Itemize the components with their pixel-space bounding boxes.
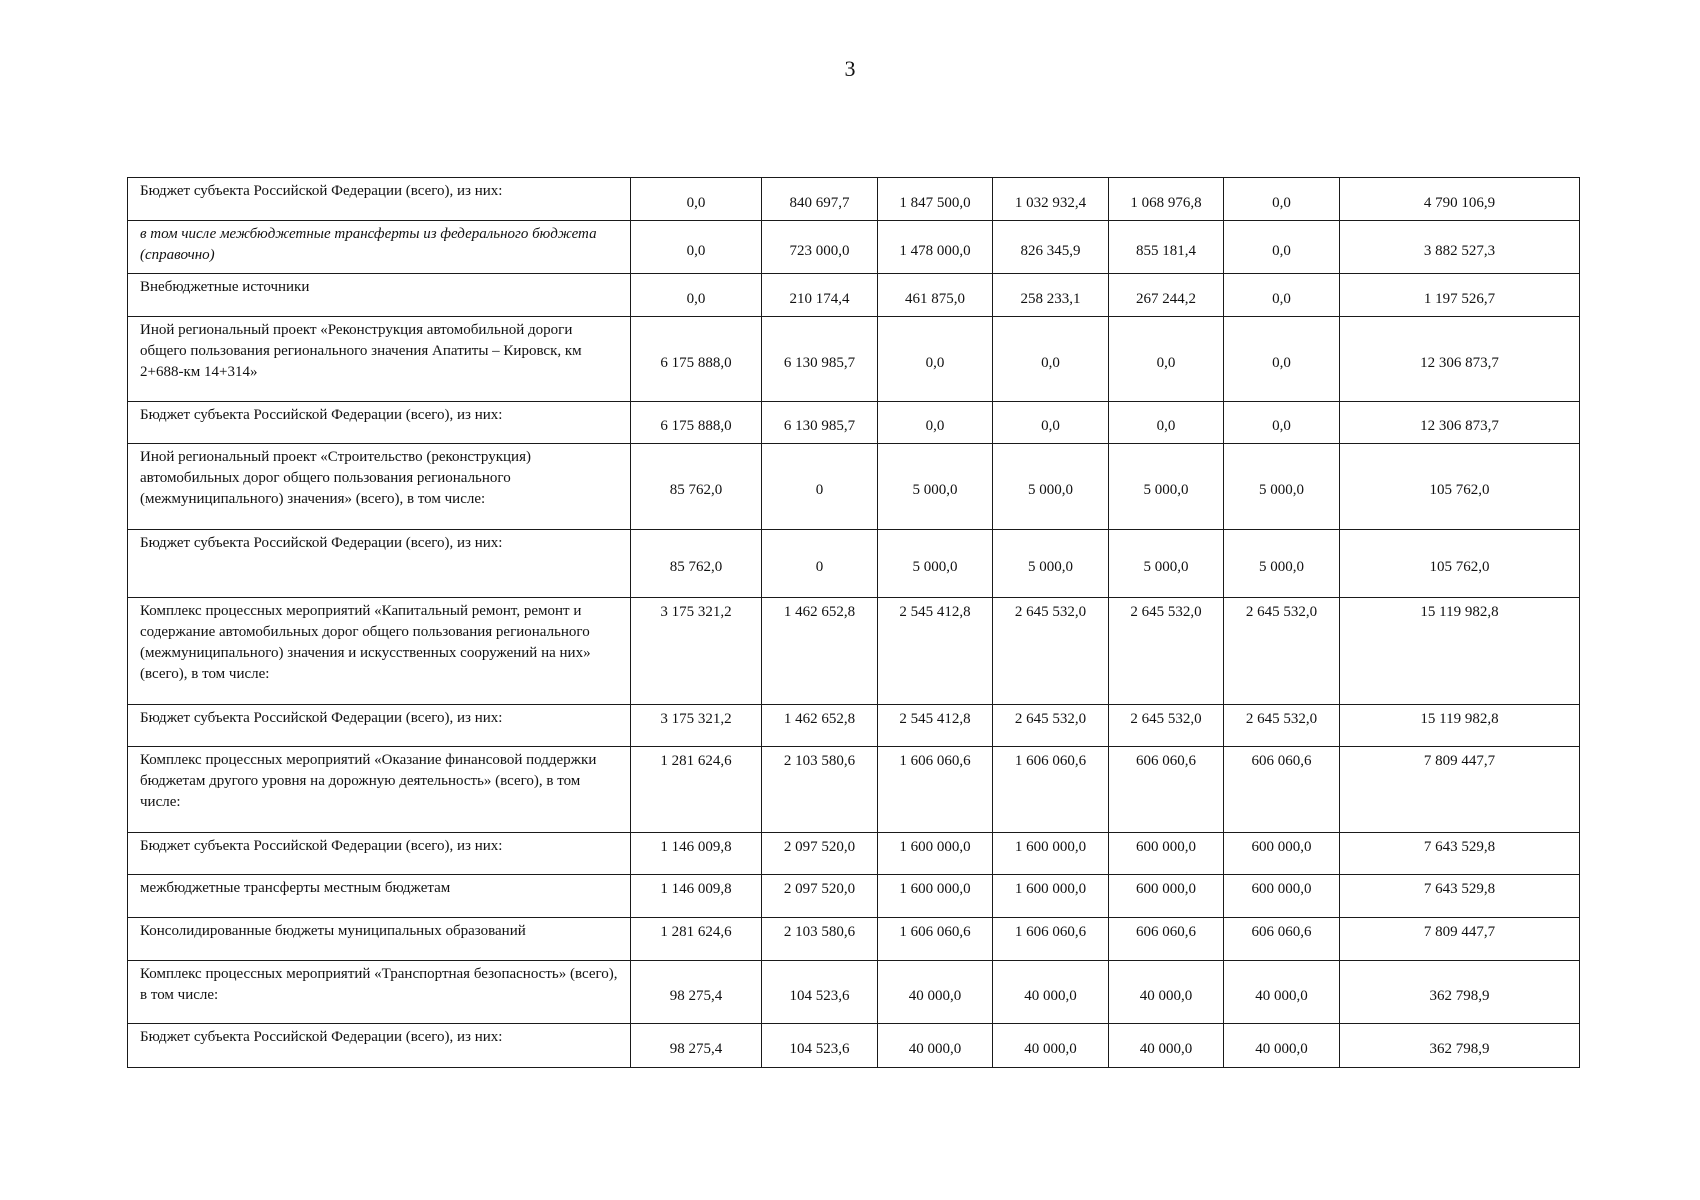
value-cell: 2 645 532,0 [1109, 598, 1224, 705]
row-label: Консолидированные бюджеты муниципальных образований [128, 918, 631, 961]
value-cell: 104 523,6 [762, 1024, 878, 1068]
value-cell: 606 060,6 [1109, 918, 1224, 961]
budget-table [127, 177, 1580, 1068]
table-row [128, 402, 1580, 444]
value-cell: 5 000,0 [1224, 530, 1340, 598]
value-cell: 0,0 [1109, 402, 1224, 444]
value-cell: 2 645 532,0 [1224, 705, 1340, 747]
row-label: Бюджет субъекта Российской Федерации (всего), из них: [128, 705, 631, 747]
value-cell: 40 000,0 [993, 1024, 1109, 1068]
value-cell: 40 000,0 [878, 961, 993, 1024]
value-cell: 0 [762, 530, 878, 598]
value-cell: 2 097 520,0 [762, 875, 878, 918]
row-label: Бюджет субъекта Российской Федерации (всего), из них: [128, 833, 631, 875]
row-total-cell: 1 197 526,7 [1340, 274, 1580, 317]
value-cell: 2 645 532,0 [1109, 705, 1224, 747]
table-row [128, 444, 1580, 530]
value-cell: 3 175 321,2 [631, 598, 762, 705]
table-row [128, 747, 1580, 833]
row-label: Иной региональный проект «Строительство (реконструкция) автомобильных дорог общего пользования регионального (межмуниципального) значения» (всего), в том числе: [128, 444, 631, 530]
value-cell: 1 146 009,8 [631, 833, 762, 875]
value-cell: 3 175 321,2 [631, 705, 762, 747]
table-row [128, 317, 1580, 402]
value-cell: 600 000,0 [1109, 833, 1224, 875]
table-row [128, 833, 1580, 875]
row-label: межбюджетные трансферты местным бюджетам [128, 875, 631, 918]
value-cell: 0,0 [1224, 178, 1340, 221]
value-cell: 104 523,6 [762, 961, 878, 1024]
value-cell: 40 000,0 [1224, 961, 1340, 1024]
value-cell: 98 275,4 [631, 961, 762, 1024]
value-cell: 0,0 [1224, 317, 1340, 402]
row-total-cell: 362 798,9 [1340, 1024, 1580, 1068]
value-cell: 606 060,6 [1109, 747, 1224, 833]
value-cell: 2 103 580,6 [762, 918, 878, 961]
value-cell: 600 000,0 [1109, 875, 1224, 918]
value-cell: 1 606 060,6 [993, 747, 1109, 833]
value-cell: 0,0 [1224, 274, 1340, 317]
value-cell: 0,0 [631, 221, 762, 274]
row-label: Внебюджетные источники [128, 274, 631, 317]
value-cell: 840 697,7 [762, 178, 878, 221]
row-label: в том числе межбюджетные трансферты из федерального бюджета (справочно) [128, 221, 631, 274]
table-row [128, 274, 1580, 317]
row-total-cell: 4 790 106,9 [1340, 178, 1580, 221]
table-row [128, 875, 1580, 918]
value-cell: 1 600 000,0 [993, 833, 1109, 875]
budget-table-body [128, 178, 1580, 1068]
row-total-cell: 7 809 447,7 [1340, 918, 1580, 961]
value-cell: 1 600 000,0 [878, 833, 993, 875]
value-cell: 1 281 624,6 [631, 918, 762, 961]
value-cell: 0,0 [631, 178, 762, 221]
value-cell: 5 000,0 [878, 530, 993, 598]
value-cell: 0,0 [1109, 317, 1224, 402]
value-cell: 1 847 500,0 [878, 178, 993, 221]
row-total-cell: 105 762,0 [1340, 530, 1580, 598]
row-total-cell: 12 306 873,7 [1340, 317, 1580, 402]
value-cell: 40 000,0 [1109, 1024, 1224, 1068]
value-cell: 600 000,0 [1224, 875, 1340, 918]
value-cell: 0,0 [993, 402, 1109, 444]
value-cell: 1 478 000,0 [878, 221, 993, 274]
value-cell: 1 606 060,6 [878, 918, 993, 961]
row-label: Бюджет субъекта Российской Федерации (всего), из них: [128, 178, 631, 221]
value-cell: 2 645 532,0 [993, 598, 1109, 705]
row-total-cell: 7 643 529,8 [1340, 833, 1580, 875]
table-row [128, 598, 1580, 705]
value-cell: 461 875,0 [878, 274, 993, 317]
value-cell: 1 462 652,8 [762, 705, 878, 747]
row-label: Комплекс процессных мероприятий «Капитальный ремонт, ремонт и содержание автомобильных дорог общего пользования регионального (межмуниципального) значения и искусственных сооружений на них» (всего), в том числе: [128, 598, 631, 705]
value-cell: 0,0 [631, 274, 762, 317]
table-row [128, 705, 1580, 747]
value-cell: 2 645 532,0 [1224, 598, 1340, 705]
value-cell: 5 000,0 [878, 444, 993, 530]
row-label: Комплекс процессных мероприятий «Транспортная безопасность» (всего), в том числе: [128, 961, 631, 1024]
value-cell: 5 000,0 [993, 444, 1109, 530]
value-cell: 85 762,0 [631, 444, 762, 530]
value-cell: 855 181,4 [1109, 221, 1224, 274]
row-total-cell: 7 809 447,7 [1340, 747, 1580, 833]
value-cell: 6 130 985,7 [762, 402, 878, 444]
value-cell: 600 000,0 [1224, 833, 1340, 875]
table-row [128, 530, 1580, 598]
value-cell: 0,0 [878, 402, 993, 444]
row-label: Бюджет субъекта Российской Федерации (всего), из них: [128, 1024, 631, 1068]
value-cell: 1 600 000,0 [878, 875, 993, 918]
table-row [128, 1024, 1580, 1068]
value-cell: 723 000,0 [762, 221, 878, 274]
value-cell: 1 032 932,4 [993, 178, 1109, 221]
value-cell: 5 000,0 [993, 530, 1109, 598]
value-cell: 1 606 060,6 [993, 918, 1109, 961]
row-total-cell: 3 882 527,3 [1340, 221, 1580, 274]
value-cell: 6 130 985,7 [762, 317, 878, 402]
row-total-cell: 15 119 982,8 [1340, 598, 1580, 705]
value-cell: 40 000,0 [878, 1024, 993, 1068]
table-row [128, 221, 1580, 274]
value-cell: 5 000,0 [1109, 444, 1224, 530]
value-cell: 40 000,0 [1109, 961, 1224, 1024]
value-cell: 5 000,0 [1224, 444, 1340, 530]
value-cell: 85 762,0 [631, 530, 762, 598]
value-cell: 606 060,6 [1224, 918, 1340, 961]
value-cell: 1 068 976,8 [1109, 178, 1224, 221]
value-cell: 1 281 624,6 [631, 747, 762, 833]
value-cell: 2 103 580,6 [762, 747, 878, 833]
value-cell: 6 175 888,0 [631, 402, 762, 444]
value-cell: 2 645 532,0 [993, 705, 1109, 747]
value-cell: 0,0 [1224, 402, 1340, 444]
value-cell: 1 462 652,8 [762, 598, 878, 705]
value-cell: 0 [762, 444, 878, 530]
value-cell: 0,0 [1224, 221, 1340, 274]
value-cell: 1 146 009,8 [631, 875, 762, 918]
value-cell: 40 000,0 [1224, 1024, 1340, 1068]
table-row [128, 178, 1580, 221]
value-cell: 6 175 888,0 [631, 317, 762, 402]
value-cell: 5 000,0 [1109, 530, 1224, 598]
row-label: Комплекс процессных мероприятий «Оказание финансовой поддержки бюджетам другого уровня на дорожную деятельность» (всего), в том числе: [128, 747, 631, 833]
value-cell: 267 244,2 [1109, 274, 1224, 317]
value-cell: 606 060,6 [1224, 747, 1340, 833]
row-label: Бюджет субъекта Российской Федерации (всего), из них: [128, 530, 631, 598]
value-cell: 2 545 412,8 [878, 598, 993, 705]
row-total-cell: 7 643 529,8 [1340, 875, 1580, 918]
value-cell: 2 097 520,0 [762, 833, 878, 875]
value-cell: 98 275,4 [631, 1024, 762, 1068]
value-cell: 40 000,0 [993, 961, 1109, 1024]
table-row [128, 961, 1580, 1024]
value-cell: 0,0 [878, 317, 993, 402]
value-cell: 1 600 000,0 [993, 875, 1109, 918]
row-label: Бюджет субъекта Российской Федерации (всего), из них: [128, 402, 631, 444]
value-cell: 2 545 412,8 [878, 705, 993, 747]
value-cell: 826 345,9 [993, 221, 1109, 274]
row-total-cell: 362 798,9 [1340, 961, 1580, 1024]
row-label: Иной региональный проект «Реконструкция автомобильной дороги общего пользования регионального значения Апатиты – Кировск, км 2+688-км 14+314» [128, 317, 631, 402]
value-cell: 1 606 060,6 [878, 747, 993, 833]
value-cell: 258 233,1 [993, 274, 1109, 317]
table-row [128, 918, 1580, 961]
row-total-cell: 105 762,0 [1340, 444, 1580, 530]
value-cell: 0,0 [993, 317, 1109, 402]
row-total-cell: 15 119 982,8 [1340, 705, 1580, 747]
row-total-cell: 12 306 873,7 [1340, 402, 1580, 444]
page-number: 3 [844, 56, 856, 81]
value-cell: 210 174,4 [762, 274, 878, 317]
